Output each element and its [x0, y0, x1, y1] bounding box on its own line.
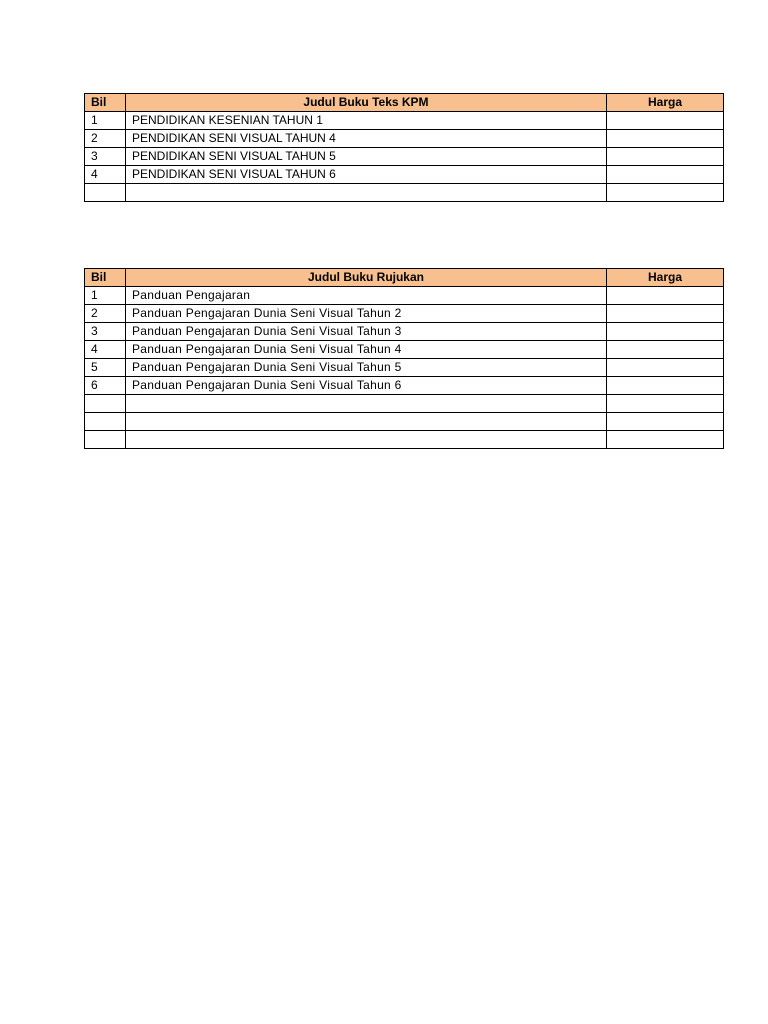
cell-bil	[85, 395, 126, 413]
cell-bil	[85, 413, 126, 431]
cell-title: PENDIDIKAN KESENIAN TAHUN 1	[126, 112, 607, 130]
table-row	[85, 359, 724, 377]
textbook-table	[84, 93, 724, 202]
cell-price	[607, 166, 724, 184]
cell-title: Panduan Pengajaran Dunia Seni Visual Tahun 4	[126, 341, 607, 359]
cell-price	[607, 323, 724, 341]
table-row	[85, 323, 724, 341]
cell-title: Panduan Pengajaran	[126, 287, 607, 305]
cell-price	[607, 377, 724, 395]
table-row	[85, 112, 724, 130]
cell-title	[126, 184, 607, 202]
table-header-row	[85, 94, 724, 112]
table-row-empty	[85, 431, 724, 449]
table-header-row	[85, 269, 724, 287]
cell-price	[607, 359, 724, 377]
cell-bil: 3	[85, 323, 126, 341]
cell-title	[126, 395, 607, 413]
cell-bil: 2	[85, 305, 126, 323]
cell-title: PENDIDIKAN SENI VISUAL TAHUN 4	[126, 130, 607, 148]
table-row	[85, 341, 724, 359]
cell-title	[126, 413, 607, 431]
cell-price	[607, 431, 724, 449]
cell-title: Panduan Pengajaran Dunia Seni Visual Tahun 3	[126, 323, 607, 341]
cell-bil: 3	[85, 148, 126, 166]
table-row-empty	[85, 184, 724, 202]
table-row	[85, 130, 724, 148]
cell-title: Panduan Pengajaran Dunia Seni Visual Tahun 2	[126, 305, 607, 323]
header-price: Harga	[607, 94, 724, 112]
cell-title	[126, 431, 607, 449]
cell-title: Panduan Pengajaran Dunia Seni Visual Tahun 6	[126, 377, 607, 395]
cell-title: Panduan Pengajaran Dunia Seni Visual Tahun 5	[126, 359, 607, 377]
cell-price	[607, 112, 724, 130]
cell-bil	[85, 431, 126, 449]
cell-price	[607, 395, 724, 413]
header-bil: Bil	[85, 269, 126, 287]
cell-price	[607, 287, 724, 305]
cell-price	[607, 341, 724, 359]
cell-title: PENDIDIKAN SENI VISUAL TAHUN 5	[126, 148, 607, 166]
table-row	[85, 148, 724, 166]
cell-bil: 4	[85, 341, 126, 359]
cell-price	[607, 184, 724, 202]
cell-price	[607, 413, 724, 431]
reference-book-table	[84, 268, 724, 449]
cell-bil	[85, 184, 126, 202]
cell-bil: 1	[85, 287, 126, 305]
cell-bil: 4	[85, 166, 126, 184]
cell-price	[607, 130, 724, 148]
cell-bil: 5	[85, 359, 126, 377]
table-row	[85, 305, 724, 323]
cell-bil: 6	[85, 377, 126, 395]
table-row-empty	[85, 413, 724, 431]
table-row	[85, 377, 724, 395]
cell-price	[607, 148, 724, 166]
header-title: Judul Buku Rujukan	[126, 269, 607, 287]
cell-bil: 2	[85, 130, 126, 148]
header-title: Judul Buku Teks KPM	[126, 94, 607, 112]
cell-price	[607, 305, 724, 323]
header-price: Harga	[607, 269, 724, 287]
table-row	[85, 287, 724, 305]
cell-title: PENDIDIKAN SENI VISUAL TAHUN 6	[126, 166, 607, 184]
table-row	[85, 166, 724, 184]
cell-bil: 1	[85, 112, 126, 130]
header-bil: Bil	[85, 94, 126, 112]
table-row-empty	[85, 395, 724, 413]
